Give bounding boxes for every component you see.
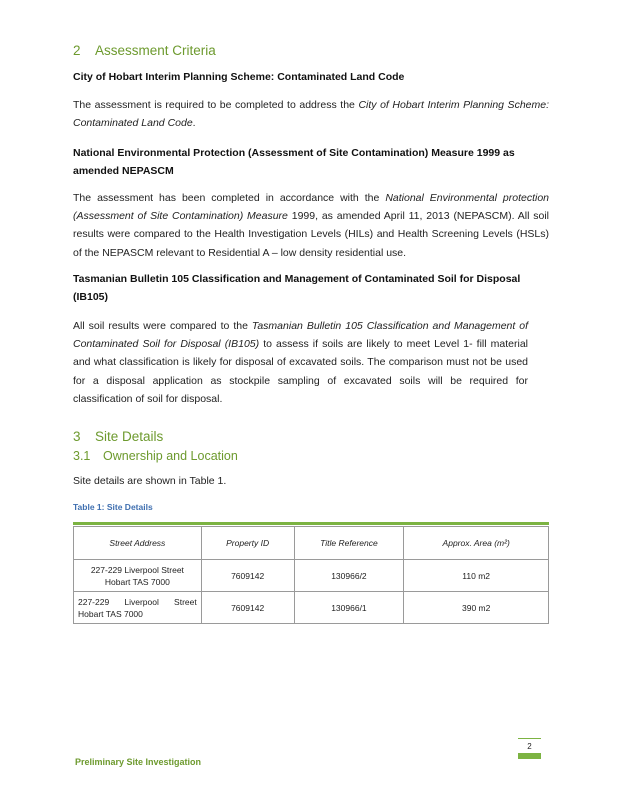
subheading-nepascm: National Environmental Protection (Assessment of Site Contamination) Measure 1999 as amended NEPASCM xyxy=(73,147,515,177)
cell-title-reference: 130966/2 xyxy=(294,560,404,592)
cell-approx-area: 110 m2 xyxy=(404,560,549,592)
italic-text-run: City of Hobart Interim Planning Scheme: Contaminated Land Code xyxy=(73,99,549,130)
section-title: Site Details xyxy=(95,429,164,444)
cell-street-address: 227-229 Liverpool Street Hobart TAS 7000 xyxy=(74,560,202,592)
header-approx-area: Approx. Area (m²) xyxy=(404,527,549,560)
italic-text-run: Tasmanian Bulletin 105 Classification and Management of Contaminated Soil for Disposal (IB105) xyxy=(73,320,529,351)
paragraph-ib105 xyxy=(73,317,528,408)
table-row xyxy=(74,592,549,624)
section-title: Assessment Criteria xyxy=(95,43,216,58)
subheading-ib105: Tasmanian Bulletin 105 Classification and Management of Contaminated Soil for Disposal (IB105) xyxy=(73,273,521,303)
header-street-address: Street Address xyxy=(74,527,202,560)
cell-property-id: 7609142 xyxy=(201,592,294,624)
section-number: 3 xyxy=(73,429,81,444)
text-run: All soil results were compared to the xyxy=(73,320,252,332)
page-number-bar xyxy=(518,753,541,759)
text-run: The assessment is required to be completed to address the xyxy=(73,99,359,111)
table-top-rule xyxy=(73,522,549,525)
cell-street-address: 227-229 Liverpool Street Hobart TAS 7000 xyxy=(74,592,202,624)
header-title-reference: Title Reference xyxy=(294,527,404,560)
paragraph-nepascm xyxy=(73,189,549,262)
table-header-row xyxy=(74,527,549,560)
subheading-contaminated-land-code: City of Hobart Interim Planning Scheme: Contaminated Land Code xyxy=(73,71,405,83)
table-caption: Table 1: Site Details xyxy=(73,502,153,512)
cell-property-id: 7609142 xyxy=(201,560,294,592)
subsection-3-1-heading xyxy=(73,449,238,463)
paragraph-site-details: Site details are shown in Table 1. xyxy=(73,475,227,487)
text-run: The assessment has been completed in accordance with the xyxy=(73,192,386,204)
cell-title-reference: 130966/1 xyxy=(294,592,404,624)
footer-document-title: Preliminary Site Investigation xyxy=(75,757,202,767)
section-2-heading xyxy=(73,43,216,58)
text-run: . xyxy=(192,117,196,130)
paragraph-planning-scheme xyxy=(73,96,549,132)
subsection-title: Ownership and Location xyxy=(103,449,238,463)
text-run: 1999, as amended April 11, 2013 (NEPASCM). All soil results were compared to the Health Investigation Levels (HILs) and Health Screening Levels (HSLs) of the NEPASCM relevant to Residential A – low density residential use. xyxy=(73,210,549,259)
table-row xyxy=(74,560,549,592)
subsection-number: 3.1 xyxy=(73,449,91,463)
header-property-id: Property ID xyxy=(201,527,294,560)
section-number: 2 xyxy=(73,43,81,58)
section-3-heading xyxy=(73,429,163,444)
text-run: to assess if soils are likely to meet Level 1- fill material and what classification is likely for disposal of excavated soils. The comparison must not be used for a disposal application as stockpile sampling of excavated soils will be required for classification of soil for disposal. xyxy=(73,338,528,405)
site-details-table xyxy=(73,526,549,624)
italic-text-run: National Environmental protection (Assessment of Site Contamination) Measure xyxy=(73,192,550,223)
cell-approx-area: 390 m2 xyxy=(404,592,549,624)
page-number: 2 xyxy=(527,742,532,751)
